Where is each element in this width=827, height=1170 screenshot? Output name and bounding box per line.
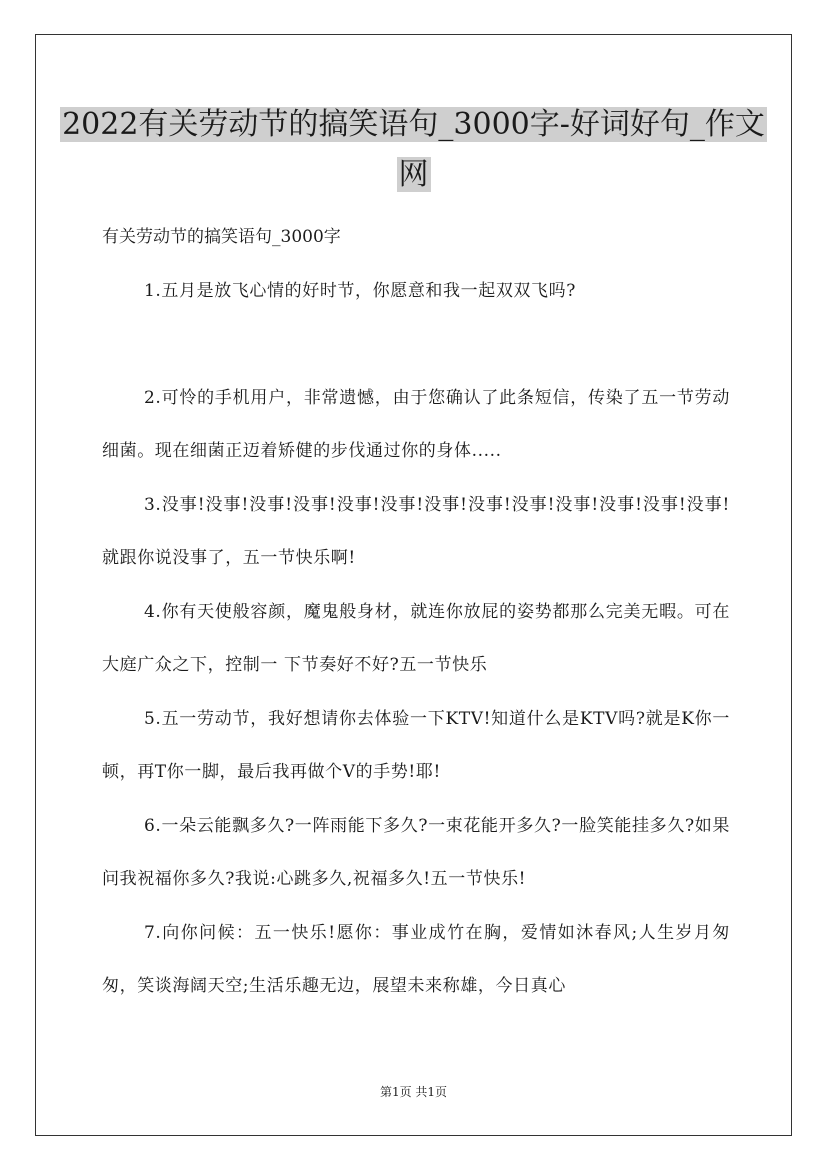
page-footer: 第1页 共1页 — [379, 1085, 448, 1099]
document-title — [60, 100, 767, 200]
paragraph-3: 3.没事!没事!没事!没事!没事!没事!没事!没事!没事!没事!没事!没事!没事!就跟你说没事了，五一节快乐啊! — [102, 495, 730, 568]
paragraph-2: 2.可怜的手机用户，非常遗憾，由于您确认了此条短信，传染了五一节劳动细菌。现在细菌正迈着矫健的步伐通过你的身体..... — [102, 388, 730, 461]
paragraph-7: 7.向你问候：五一快乐!愿你：事业成竹在胸，爱情如沐春风;人生岁月匆匆，笑谈海阔天空;生活乐趣无边，展望未来称雄，今日真心 — [102, 923, 730, 996]
paragraph-4: 4.你有天使般容颜，魔鬼般身材，就连你放屁的姿势都那么完美无暇。可在大庭广众之下，控制一 下节奏好不好?五一节快乐 — [102, 602, 730, 675]
paragraph-1: 1.五月是放飞心情的好时节，你愿意和我一起双双飞吗? — [144, 281, 576, 301]
document-title-text: 2022有关劳动节的搞笑语句_3000字-好词好句_作文网 — [62, 107, 765, 192]
document-subtitle: 有关劳动节的搞笑语句_3000字 — [102, 227, 341, 247]
paragraph-6: 6.一朵云能飘多久?一阵雨能下多久?一束花能开多久?一脸笑能挂多久?如果问我祝福你多久?我说:心跳多久,祝福多久!五一节快乐! — [102, 816, 730, 889]
paragraph-5: 5.五一劳动节，我好想请你去体验一下KTV!知道什么是KTV吗?就是K你一顿，再T你一脚，最后我再做个V的手势!耶! — [102, 709, 730, 782]
